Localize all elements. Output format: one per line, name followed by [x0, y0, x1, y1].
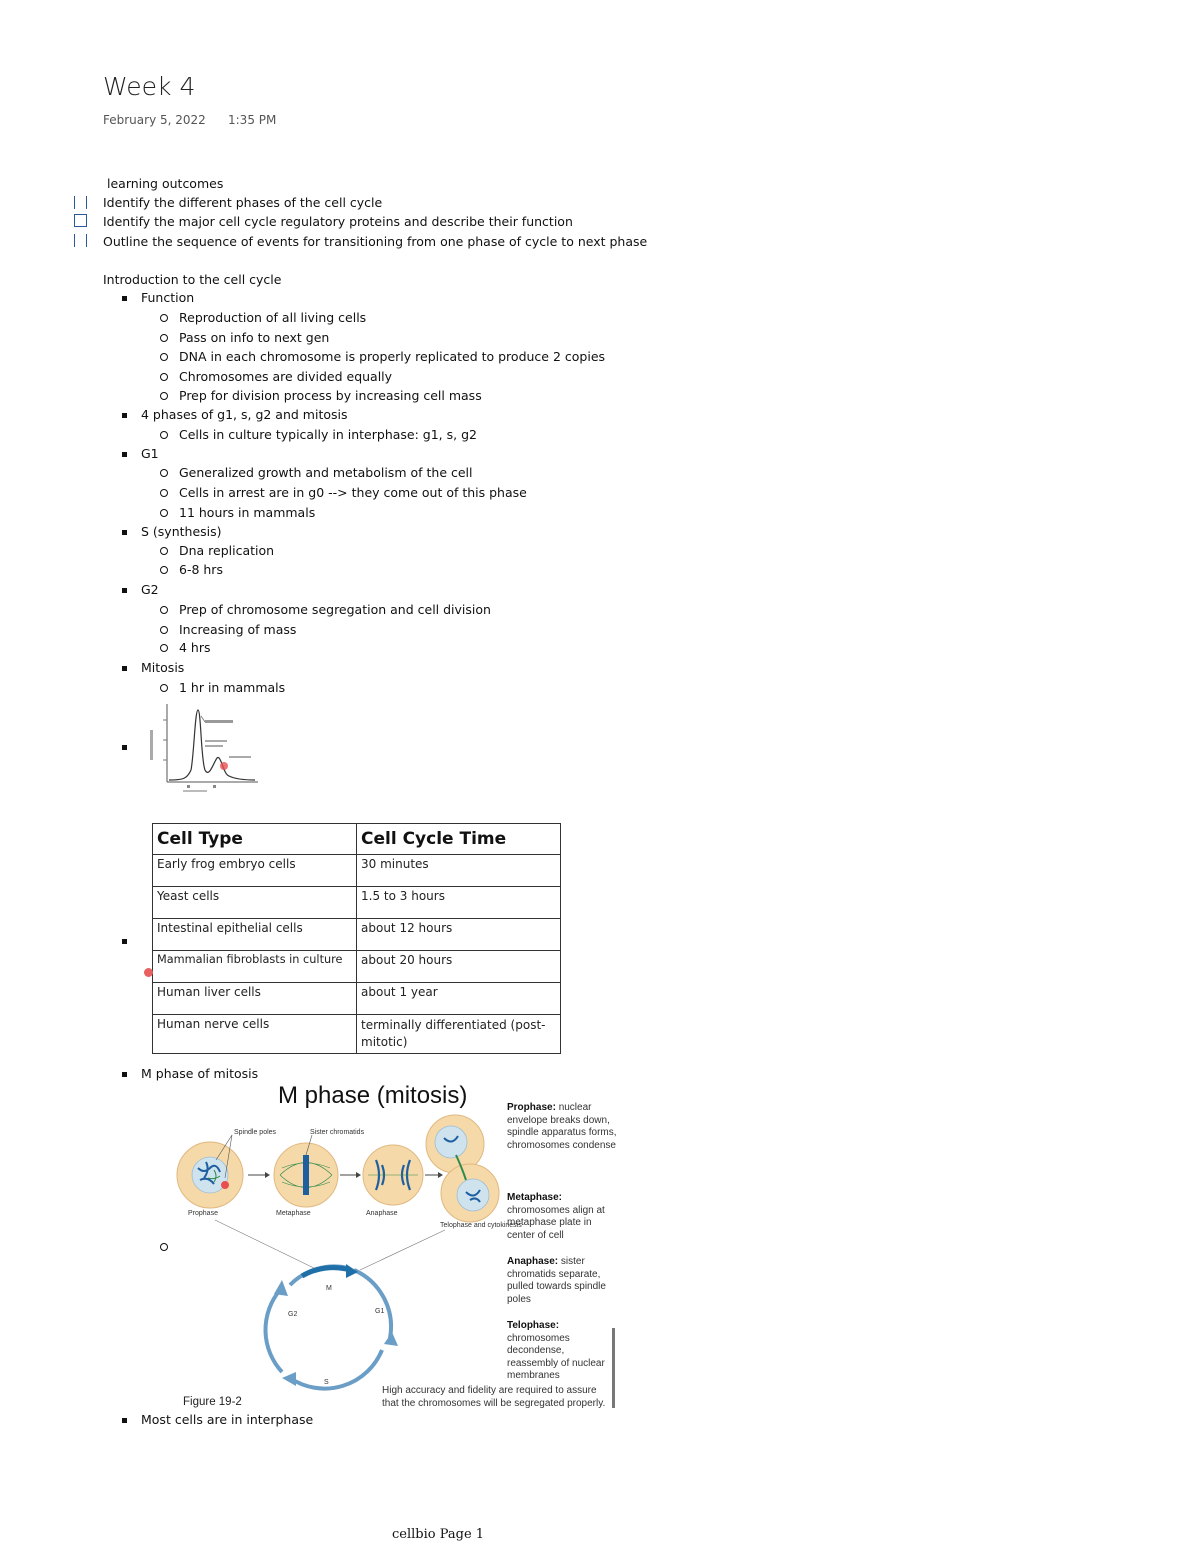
table-header: Cell Type [153, 824, 357, 855]
table-cell: Yeast cells [153, 887, 357, 919]
learning-item: Identify the major cell cycle regulatory proteins and describe their function [103, 214, 573, 229]
cycle-label: S [324, 1379, 329, 1386]
square-bullet-icon [122, 588, 127, 593]
phase-text: sister chromatids separate, pulled towards spindle poles [507, 1256, 606, 1305]
circle-bullet-icon [160, 431, 168, 439]
page-footer: cellbio Page 1 [392, 1527, 485, 1542]
cell-cycle-time-table [152, 823, 561, 1054]
square-bullet-icon [122, 666, 127, 671]
page-date: February 5, 2022 [103, 113, 206, 127]
todo-checkbox[interactable] [74, 214, 87, 227]
learning-item: Identify the different phases of the cell cycle [103, 195, 383, 210]
circle-bullet-icon [160, 684, 168, 692]
stage-label: Metaphase [276, 1210, 311, 1217]
stage-label: Prophase [188, 1210, 218, 1217]
list-item: Generalized growth and metabolism of the cell [179, 465, 473, 480]
circle-bullet-icon [160, 606, 168, 614]
list-item: 1 hr in mammals [179, 680, 286, 695]
phase-description [507, 1102, 617, 1152]
table-cell: Mammalian fibroblasts in culture [153, 951, 357, 983]
stage-label: Anaphase [366, 1210, 398, 1217]
circle-bullet-icon [160, 373, 168, 381]
square-bullet-icon [122, 1072, 127, 1077]
list-item: Mitosis [141, 660, 185, 675]
circle-bullet-icon [160, 469, 168, 477]
list-item: S (synthesis) [141, 524, 222, 539]
table-cell: Early frog embryo cells [153, 855, 357, 887]
figure-caption: Figure 19-2 [183, 1396, 242, 1408]
square-bullet-icon [122, 1418, 127, 1423]
list-item: 11 hours in mammals [179, 505, 316, 520]
table-cell: 30 minutes [357, 855, 561, 887]
table-header: Cell Cycle Time [357, 824, 561, 855]
list-item: Cells in arrest are in g0 --> they come out of this phase [179, 485, 527, 500]
red-marker-icon [144, 968, 153, 977]
list-item: Pass on info to next gen [179, 330, 330, 345]
list-item: Increasing of mass [179, 622, 297, 637]
circle-bullet-icon [160, 547, 168, 555]
list-item: G1 [141, 446, 159, 461]
table-row [153, 983, 561, 1015]
table-row [153, 887, 561, 919]
list-item: M phase of mitosis [141, 1066, 259, 1081]
cycle-label: G2 [288, 1311, 298, 1318]
phase-description [507, 1192, 617, 1242]
square-bullet-icon [122, 452, 127, 457]
list-item: Most cells are in interphase [141, 1412, 314, 1427]
circle-bullet-icon [160, 626, 168, 634]
table-cell: 1.5 to 3 hours [357, 887, 561, 919]
list-item: Prep of chromosome segregation and cell division [179, 602, 491, 617]
table-cell: about 12 hours [357, 919, 561, 951]
mitosis-diagram [170, 1110, 522, 1415]
cycle-label: G1 [375, 1308, 385, 1315]
dna-content-graph-thumbnail [143, 700, 263, 795]
list-item: Reproduction of all living cells [179, 310, 367, 325]
learning-item: Outline the sequence of events for transitioning from one phase of cycle to next phase [103, 234, 648, 249]
phase-text: chromosomes decondense, reassembly of nuclear membranes [507, 1332, 605, 1381]
table-cell: about 1 year [357, 983, 561, 1015]
todo-checkbox[interactable] [74, 234, 87, 247]
list-item: Cells in culture typically in interphase: g1, s, g2 [179, 427, 477, 442]
table-header-row [153, 824, 561, 855]
list-item: Dna replication [179, 543, 275, 558]
phase-description [507, 1256, 617, 1306]
circle-bullet-icon [160, 392, 168, 400]
phase-text: chromosomes align at metaphase plate in center of cell [507, 1204, 605, 1241]
phase-term: Prophase: [507, 1102, 556, 1113]
figure-title: M phase (mitosis) [278, 1082, 468, 1109]
phase-term: Telophase: [507, 1320, 560, 1331]
circle-bullet-icon [160, 489, 168, 497]
table-cell: Intestinal epithelial cells [153, 919, 357, 951]
list-item: 6-8 hrs [179, 562, 223, 577]
table-row [153, 951, 561, 983]
todo-checkbox[interactable] [74, 196, 87, 209]
list-item: Function [141, 290, 195, 305]
callout-label: Sister chromatids [310, 1129, 365, 1136]
phase-text: nuclear envelope breaks down, spindle apparatus forms, chromosomes condense [507, 1102, 617, 1151]
table-cell: terminally differentiated (post-mitotic) [357, 1015, 561, 1054]
list-item: G2 [141, 582, 159, 597]
table-cell: Human liver cells [153, 983, 357, 1015]
square-bullet-icon [122, 296, 127, 301]
page-time: 1:35 PM [228, 113, 277, 127]
square-bullet-icon [122, 413, 127, 418]
square-bullet-icon [122, 530, 127, 535]
callout-label: Spindle poles [234, 1129, 277, 1136]
table-cell: Human nerve cells [153, 1015, 357, 1054]
figure-note: High accuracy and fidelity are required to assure that the chromosomes will be segregated properly. [382, 1385, 606, 1409]
circle-bullet-icon [160, 314, 168, 322]
list-item: Chromosomes are divided equally [179, 369, 393, 384]
table-row [153, 855, 561, 887]
table-cell: about 20 hours [357, 951, 561, 983]
phase-description [507, 1320, 617, 1383]
list-item: 4 hrs [179, 640, 211, 655]
page-title: Week 4 [103, 72, 196, 101]
section-heading: Introduction to the cell cycle [103, 272, 282, 287]
table-row [153, 1015, 561, 1054]
circle-bullet-icon [160, 509, 168, 517]
circle-bullet-icon [160, 566, 168, 574]
phase-term: Anaphase: [507, 1256, 559, 1267]
list-item: Prep for division process by increasing cell mass [179, 388, 482, 403]
cycle-label: M [326, 1285, 332, 1292]
square-bullet-icon [122, 939, 127, 944]
circle-bullet-icon [160, 1243, 168, 1251]
list-item: DNA in each chromosome is properly replicated to produce 2 copies [179, 349, 606, 364]
list-item: 4 phases of g1, s, g2 and mitosis [141, 407, 348, 422]
circle-bullet-icon [160, 644, 168, 652]
figure-edge-bar [612, 1328, 615, 1408]
phase-term: Metaphase: [507, 1192, 563, 1203]
square-bullet-icon [122, 745, 127, 750]
stage-label: Telophase and cytokinesis [440, 1222, 522, 1229]
circle-bullet-icon [160, 353, 168, 361]
circle-bullet-icon [160, 334, 168, 342]
table-row [153, 919, 561, 951]
learning-heading: learning outcomes [107, 176, 224, 191]
